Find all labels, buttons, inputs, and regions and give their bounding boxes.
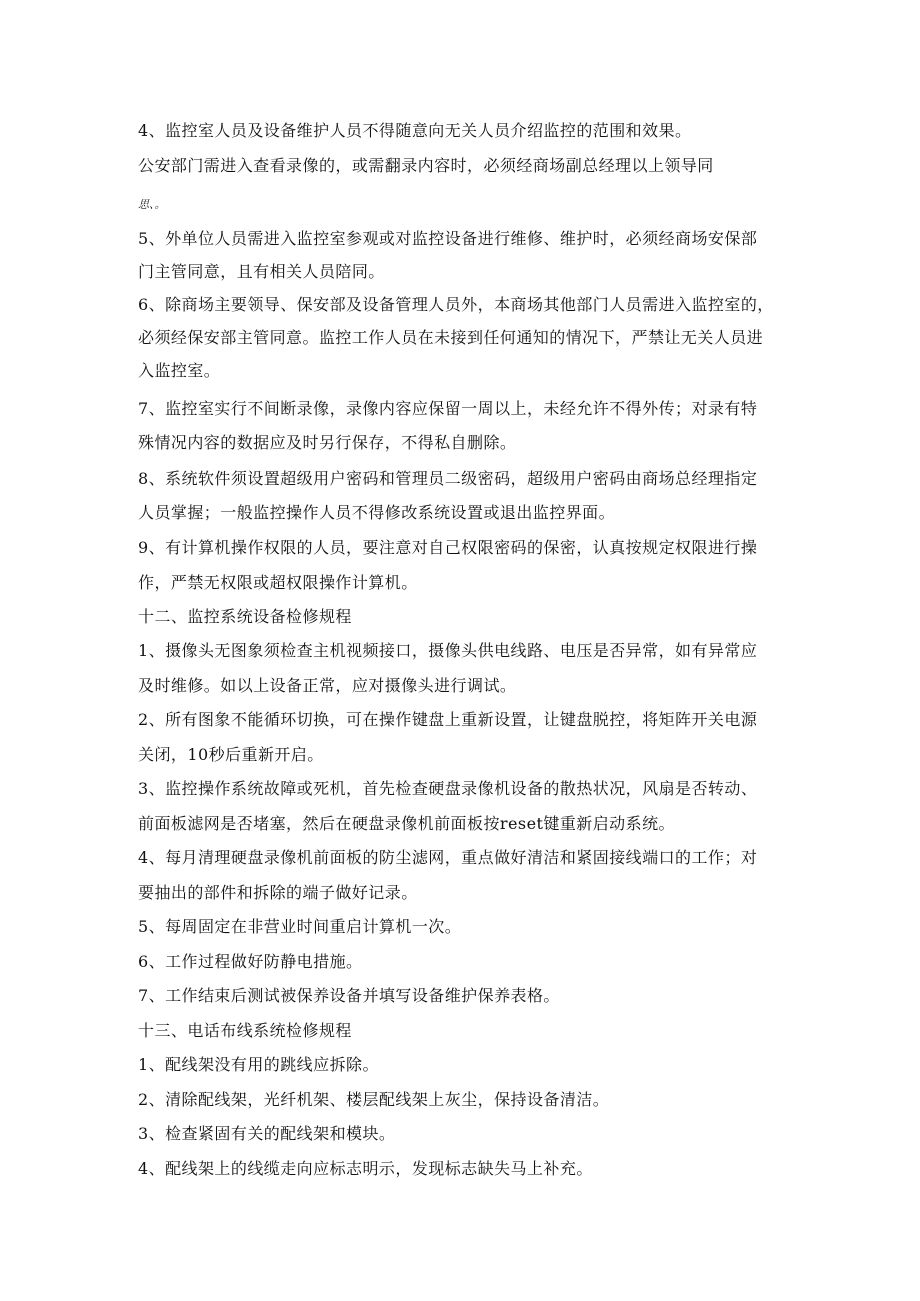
paragraph-line: 1、摄像头无图象须检查主机视频接口，摄像头供电线路、电压是否异常，如有异常应 xyxy=(138,641,758,660)
section-heading: 十三、电话布线系统检修规程 xyxy=(138,1021,352,1040)
paragraph-line: 关闭，10秒后重新开启。 xyxy=(138,745,324,764)
paragraph-line: 殊情况内容的数据应及时另行保存，不得私自删除。 xyxy=(138,433,517,452)
paragraph-line: 6、工作过程做好防静电措施。 xyxy=(138,952,363,971)
paragraph-line: 6、除商场主要领导、保安部及设备管理人员外，本商场其他部门人员需进入监控室的， xyxy=(138,295,774,314)
paragraph-line: 4、每月清理硬盘录像机前面板的防尘滤网，重点做好清洁和紧固接线端口的工作；对 xyxy=(138,848,758,867)
paragraph-line: 8、系统软件须设置超级用户密码和管理员二级密码，超级用户密码由商场总经理指定 xyxy=(138,469,758,488)
paragraph-line: 9、有计算机操作权限的人员，要注意对自己权限密码的保密，认真按规定权限进行操 xyxy=(138,538,758,557)
paragraph-line: 3、监控操作系统故障或死机，首先检查硬盘录像机设备的散热状况，风扇是否转动、 xyxy=(138,779,758,798)
paragraph-line: 7、工作结束后测试被保养设备并填写设备维护保养表格。 xyxy=(138,986,560,1005)
paragraph-line: 4、监控室人员及设备维护人员不得随意向无关人员介绍监控的范围和效果。 xyxy=(138,121,692,140)
paragraph-line: 前面板滤网是否堵塞，然后在硬盘录像机前面板按reset键重新启动系统。 xyxy=(138,814,675,833)
paragraph-line: 人员掌握；一般监控操作人员不得修改系统设置或退出监控界面。 xyxy=(138,503,616,522)
paragraph-line: 要抽出的部件和拆除的端子做好记录。 xyxy=(138,883,418,902)
paragraph-line: 3、检查紧固有关的配线架和模块。 xyxy=(138,1124,396,1143)
paragraph-line: 及时维修。如以上设备正常，应对摄像头进行调试。 xyxy=(138,676,517,695)
paragraph-line: 入监控室。 xyxy=(138,361,221,380)
paragraph-line: 公安部门需进入查看录像的，或需翻录内容时，必须经商场副总经理以上领导同 xyxy=(138,156,714,175)
section-heading: 十二、监控系统设备检修规程 xyxy=(138,607,352,626)
paragraph-line: 5、外单位人员需进入监控室参观或对监控设备进行维修、维护时，必须经商场安保部 xyxy=(138,229,758,248)
paragraph-line: 1、配线架没有用的跳线应拆除。 xyxy=(138,1055,379,1074)
paragraph-line: 思、。 xyxy=(138,198,166,211)
paragraph-line: 必须经保安部主管同意。监控工作人员在未接到任何通知的情况下，严禁让无关人员进 xyxy=(138,328,764,347)
paragraph-line: 2、清除配线架，光纤机架、楼层配线架上灰尘，保持设备清洁。 xyxy=(138,1090,610,1109)
paragraph-line: 7、监控室实行不间断录像，录像内容应保留一周以上，未经允许不得外传；对录有特 xyxy=(138,399,758,418)
paragraph-line: 5、每周固定在非营业时间重启计算机一次。 xyxy=(138,917,462,936)
paragraph-line: 2、所有图象不能循环切换，可在操作键盘上重新设置，让键盘脱控，将矩阵开关电源 xyxy=(138,710,758,729)
paragraph-line: 4、配线架上的线缆走向应标志明示，发现标志缺失马上补充。 xyxy=(138,1159,593,1178)
paragraph-line: 门主管同意，且有相关人员陪同。 xyxy=(138,262,385,281)
paragraph-line: 作，严禁无权限或超权限操作计算机。 xyxy=(138,573,418,592)
